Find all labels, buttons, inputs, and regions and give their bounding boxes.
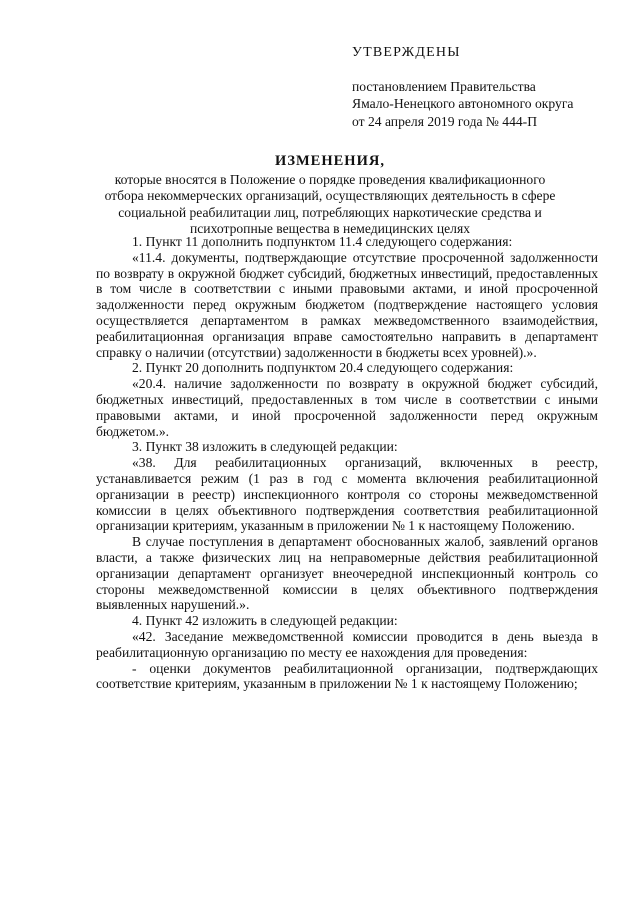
paragraph: «11.4. документы, подтверждающие отсутствие просроченной задолженности по возврату в окружной бюджет субсидий, бюджетных инвестиций, предоставленных в том числе в соответствии с иными правовыми актами, и иной просроченной задолженности перед окружным бюджетом (подтверждение настоящего условия осуществляется департаментом в рамках межведомственного взаимодействия, реабилитационная организация вправе самостоятельно направить в департамент справку о наличии (отсутствии) задолженности в бюджеты всех уровней).». bbox=[96, 249, 598, 360]
document-subtitle: которые вносятся в Положение о порядке проведения квалификационного отбора некоммерческих организаций, осуществляющих деятельность в сфере социальной реабилитации лиц, потребляющих наркотические средства и психотропные вещества в немедицинских целях bbox=[104, 171, 556, 236]
approval-line: Ямало-Ненецкого автономного округа bbox=[352, 96, 574, 111]
paragraph: «38. Для реабилитационных организаций, включенных в реестр, устанавливается режим (1 раз в год с момента включения реабилитационной организации в реестр) инспекционного контроля со стороны межведомственной комиссии в целях объективного подтверждения соответствия реабилитационной организации критериям, указанным в приложении № 1 к настоящему Положению. bbox=[96, 455, 598, 534]
paragraph: В случае поступления в департамент обоснованных жалоб, заявлений органов власти, а также физических лиц на неправомерные действия реабилитационной организации департамент организует внеочередной инспекционный контроль со стороны межведомственной комиссии в целях объективного подтверждения выявленных нарушений.». bbox=[96, 534, 598, 613]
paragraph: 1. Пункт 11 дополнить подпунктом 11.4 следующего содержания: bbox=[132, 234, 513, 249]
paragraph: - оценки документов реабилитационной организации, подтверждающих соответствие критериям, указанным в приложении № 1 к настоящему Положению; bbox=[96, 660, 598, 692]
paragraph: «20.4. наличие задолженности по возврату в окружной бюджет субсидий, бюджетных инвестиций, предоставленных в том числе в соответствии с иными правовыми актами, и иной просроченной задолженности перед окружным бюджетом.». bbox=[96, 376, 598, 439]
paragraph: 2. Пункт 20 дополнить подпунктом 20.4 следующего содержания: bbox=[132, 360, 514, 376]
approval-line: постановлением Правительства bbox=[352, 78, 536, 94]
paragraph: 3. Пункт 38 изложить в следующей редакции: bbox=[132, 439, 398, 455]
document-title: ИЗМЕНЕНИЯ, bbox=[275, 153, 385, 169]
paragraph: «42. Заседание межведомственной комиссии проводится в день выезда в реабилитационную организацию по месту ее нахождения для проведения: bbox=[96, 628, 598, 660]
document-title-block bbox=[100, 153, 560, 238]
document-body bbox=[96, 234, 598, 692]
approval-heading: УТВЕРЖДЕНЫ bbox=[352, 45, 461, 60]
approval-block bbox=[352, 44, 612, 130]
paragraph: 4. Пункт 42 изложить в следующей редакции: bbox=[132, 613, 398, 629]
approval-line: от 24 апреля 2019 года № 444-П bbox=[352, 113, 538, 129]
